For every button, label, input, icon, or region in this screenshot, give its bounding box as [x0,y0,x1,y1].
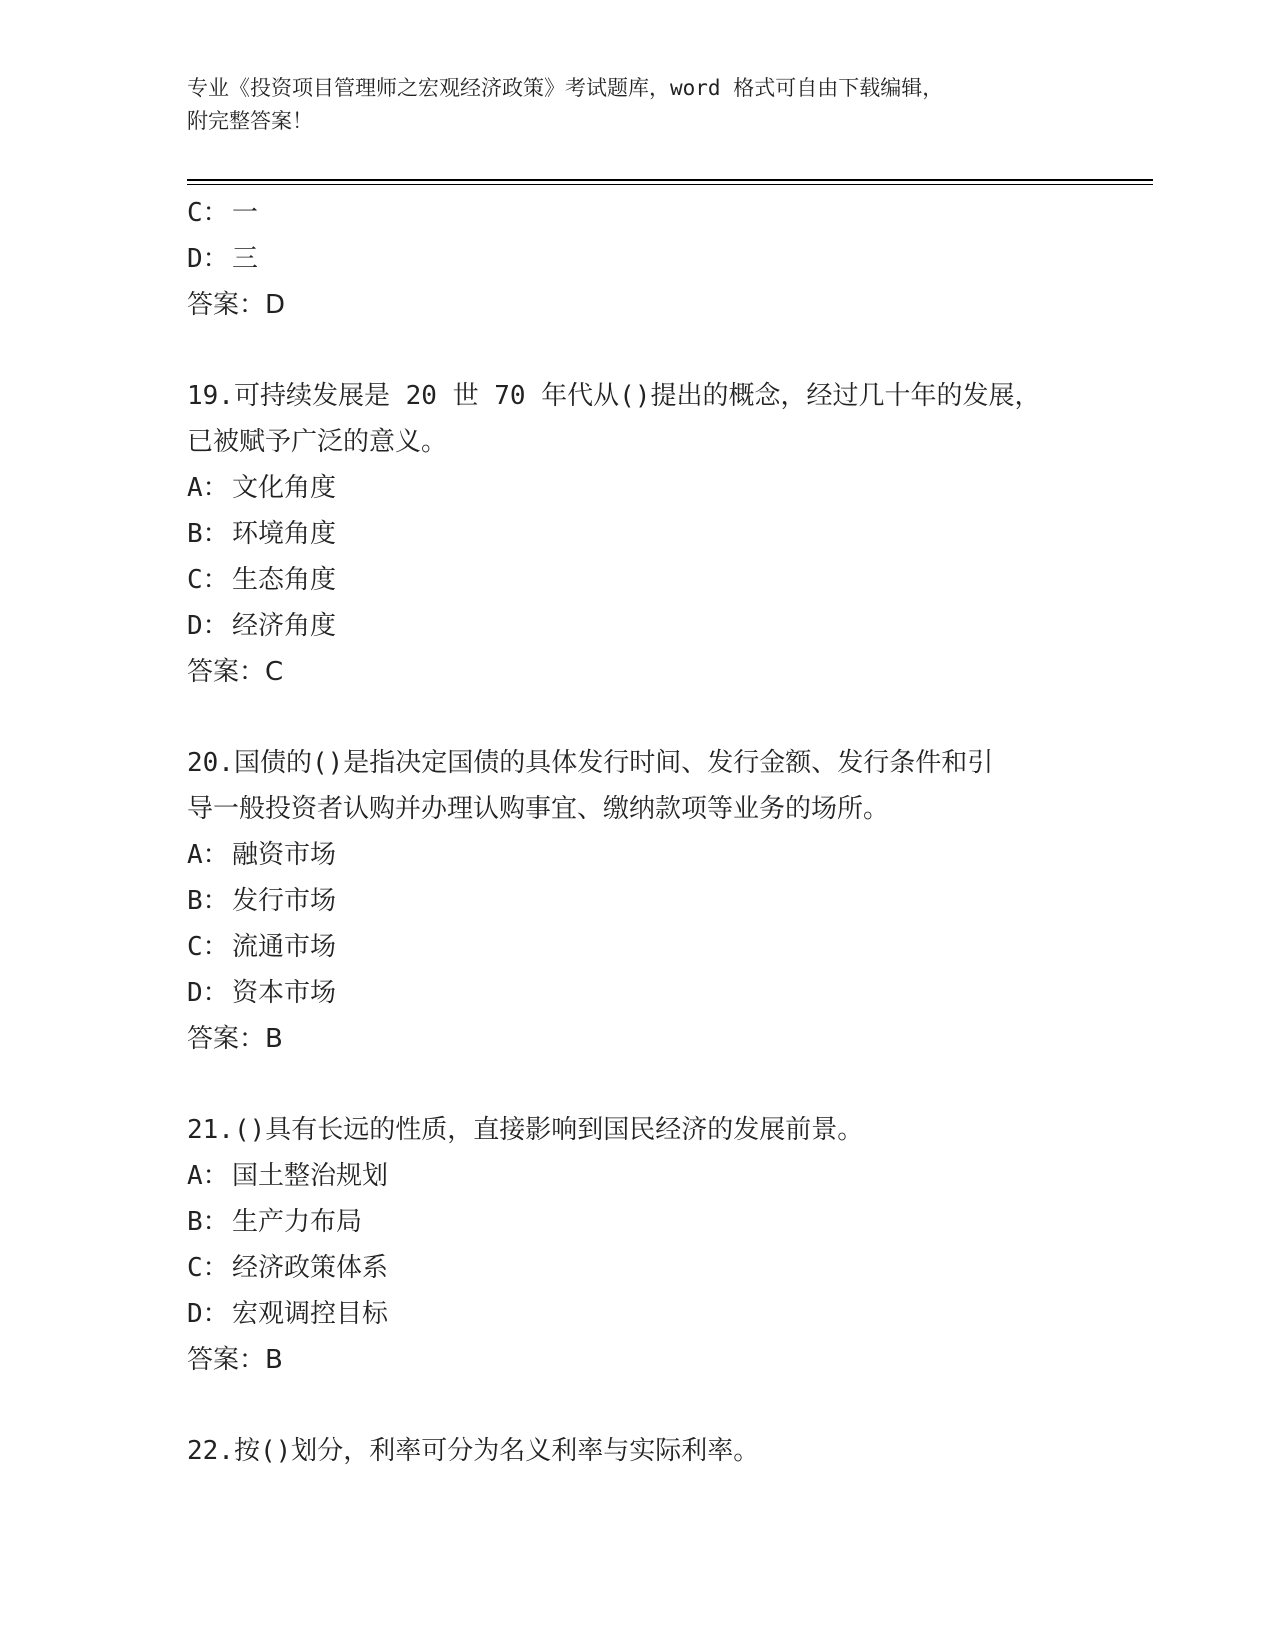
option-b [187,878,1127,924]
option-d [187,1291,1127,1337]
option-d [187,236,1127,282]
option-b [187,1199,1127,1245]
option-a [187,1153,1127,1199]
option-text: 文化角度 [232,473,337,503]
question-text: 已被赋予广泛的意义。 [187,427,448,457]
option-d [187,603,1127,649]
option-a [187,465,1127,511]
header-divider [187,184,1153,185]
option-label: C： [187,565,229,595]
option-c [187,557,1127,603]
option-label: A： [187,840,229,870]
option-label: A： [187,1161,229,1191]
option-label: C： [187,932,229,962]
question-19 [187,373,1127,695]
question-text: 21.()具有长远的性质，直接影响到国民经济的发展前景。 [187,1115,864,1145]
option-text: 流通市场 [232,932,337,962]
option-c [187,1245,1127,1291]
document-header [187,72,1067,138]
option-text: 发行市场 [232,886,337,916]
option-c [187,924,1127,970]
prev-question-tail [187,190,1127,328]
question-21 [187,1107,1127,1383]
option-text: 三 [232,244,259,274]
option-c [187,190,1127,236]
header-line: 附完整答案！ [187,109,313,133]
option-text: 融资市场 [232,840,337,870]
option-text: 一 [232,198,259,228]
question-text: 19.可持续发展是 20 世 70 年代从()提出的概念，经过几十年的发展， [187,381,1041,411]
answer: 答案：B [187,1024,283,1054]
option-text: 生态角度 [232,565,337,595]
option-d [187,970,1127,1016]
option-text: 宏观调控目标 [232,1299,389,1329]
option-text: 生产力布局 [232,1207,363,1237]
option-label: D： [187,1299,229,1329]
option-label: A： [187,473,229,503]
header-divider [187,179,1153,181]
answer: 答案：D [187,290,286,320]
question-text: 导一般投资者认购并办理认购事宜、缴纳款项等业务的场所。 [187,794,890,824]
option-a [187,832,1127,878]
answer: 答案：B [187,1345,283,1375]
question-text: 22.按()划分，利率可分为名义利率与实际利率。 [187,1436,760,1466]
question-text: 20.国债的()是指决定国债的具体发行时间、发行金额、发行条件和引 [187,748,994,778]
option-label: D： [187,978,229,1008]
question-22 [187,1428,1127,1474]
option-label: D： [187,611,229,641]
question-list [187,190,1127,1474]
question-20 [187,740,1127,1062]
option-label: B： [187,519,229,549]
option-label: B： [187,1207,229,1237]
option-text: 资本市场 [232,978,337,1008]
option-b [187,511,1127,557]
option-text: 经济角度 [232,611,337,641]
option-label: B： [187,886,229,916]
option-label: D： [187,244,229,274]
option-label: C： [187,1253,229,1283]
option-text: 国土整治规划 [232,1161,389,1191]
header-line: 专业《投资项目管理师之宏观经济政策》考试题库，word 格式可自由下载编辑， [187,76,944,100]
option-text: 经济政策体系 [232,1253,389,1283]
answer: 答案：C [187,657,284,687]
option-label: C： [187,198,229,228]
option-text: 环境角度 [232,519,337,549]
